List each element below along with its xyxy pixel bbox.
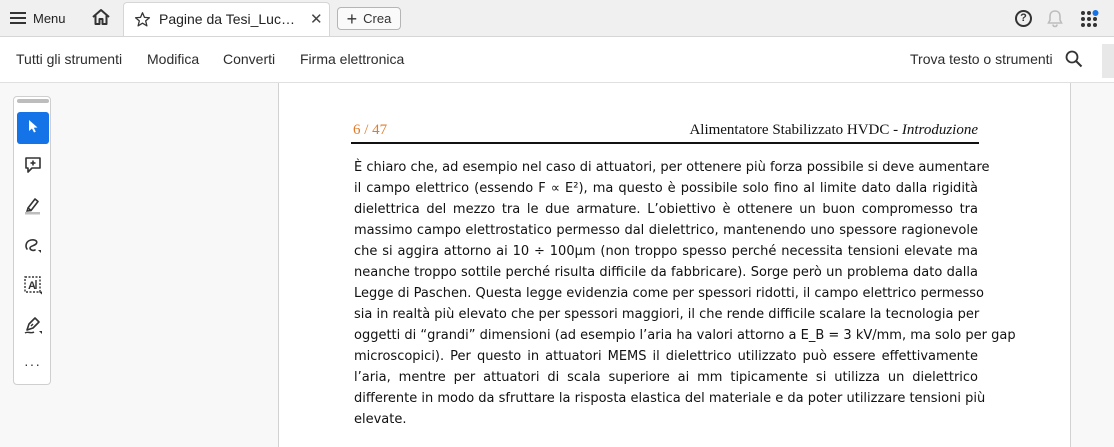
menu-button[interactable] [10,8,66,28]
draw-button[interactable] [17,231,49,263]
select-arrow-icon [25,118,41,139]
help-icon[interactable]: ? [1015,10,1032,27]
home-icon[interactable] [91,8,111,31]
highlight-icon [23,195,43,220]
draw-freehand-icon [23,235,43,260]
running-head-title: Alimentatore Stabilizzato HVDC [689,122,890,138]
more-tools-button[interactable]: ··· [24,356,41,372]
tab-bar [0,0,1114,37]
text-line: dielettrica del mezzo tra le due armature. L’obiettivo è ottenere un buon compromesso tra [354,202,978,217]
running-head-separator: - [889,122,902,138]
star-icon[interactable] [134,11,151,33]
find-label[interactable]: Trova testo o strumenti [910,51,1053,67]
create-button[interactable] [337,7,401,30]
text-line: È chiaro che, ad esempio nel caso di attuatori, per ottenere più forza possibile si deve aumentare [354,160,990,175]
running-header [560,122,978,139]
bell-icon[interactable] [1046,9,1064,33]
text-line: il campo elettrico (essendo F ∝ E²), ma questo è possibile solo fino al limite dato dalla rigidità [354,181,978,196]
header-rule [351,142,979,144]
tab-title: Pagine da Tesi_Luc… [159,11,295,27]
text-line: sia in realtà più elevato che per spessori maggiori, il che rende difficile scalare la tecnologia per [354,307,980,322]
text-line: neanche troppo sottile perché risulta difficile da fabbricare). Sorge però un problema dato dalla [354,265,978,280]
right-pane [1071,83,1114,447]
text-line: che si aggira attorno ai 10 ÷ 100μm (non troppo spesso perché necessita tensioni elevate ma [354,244,978,259]
add-comment-button[interactable] [17,151,49,183]
notification-dot [1093,10,1099,16]
select-tool-button[interactable] [17,112,49,144]
text-line: Legge di Paschen. Questa legge evidenzia come per spessori ridotti, il campo elettrico permesso [354,286,984,301]
sign-pen-icon [23,315,43,340]
scrollbar-top[interactable] [1102,44,1114,78]
tool-edit[interactable]: Modifica [147,51,200,67]
menu-label: Menu [33,10,66,26]
highlight-button[interactable] [17,191,49,223]
apps-grid-icon[interactable] [1080,10,1100,33]
add-comment-icon [23,155,43,180]
text-line: differente in modo da sfruttare la risposta elastica del materiale e da poter utilizzare tensioni più [354,391,986,406]
hamburger-icon [10,12,26,24]
text-line: microscopici). Per questo in attuatori MEMS il dielettrico utilizzato può essere effettivamente [354,349,978,364]
main-toolbar [0,37,1114,83]
text-select-icon [23,275,43,300]
search-icon[interactable] [1065,50,1083,73]
tab-document[interactable] [123,2,330,36]
text-line: elevate. [354,412,407,427]
page-number: 6 / 47 [353,122,388,138]
text-select-button[interactable] [17,271,49,303]
rail-drag-handle[interactable] [17,99,49,103]
tool-convert[interactable]: Converti [223,51,276,67]
text-line: l’aria, mentre per attuatori di scala superiore ai mm tipicamente si utilizza un dielettrico [354,370,978,385]
plus-icon: + [346,8,358,29]
running-head-section: Introduzione [901,122,978,138]
create-label: Crea [363,11,392,26]
tool-e-sign[interactable]: Firma elettronica [300,51,405,67]
tool-all-tools[interactable]: Tutti gli strumenti [16,51,123,67]
close-icon[interactable]: ✕ [310,11,323,28]
svg-text:A: A [28,279,36,292]
text-line: oggetti di “grandi” dimensioni (ad esempio l’aria ha valori attorno a E_B = 3 kV/mm, ma solo per gap [354,328,1016,343]
text-line: massimo campo elettrostatico permesso dal dielettrico, mantenendo uno spessore ragionevole [354,223,978,238]
sign-button[interactable] [17,311,49,343]
